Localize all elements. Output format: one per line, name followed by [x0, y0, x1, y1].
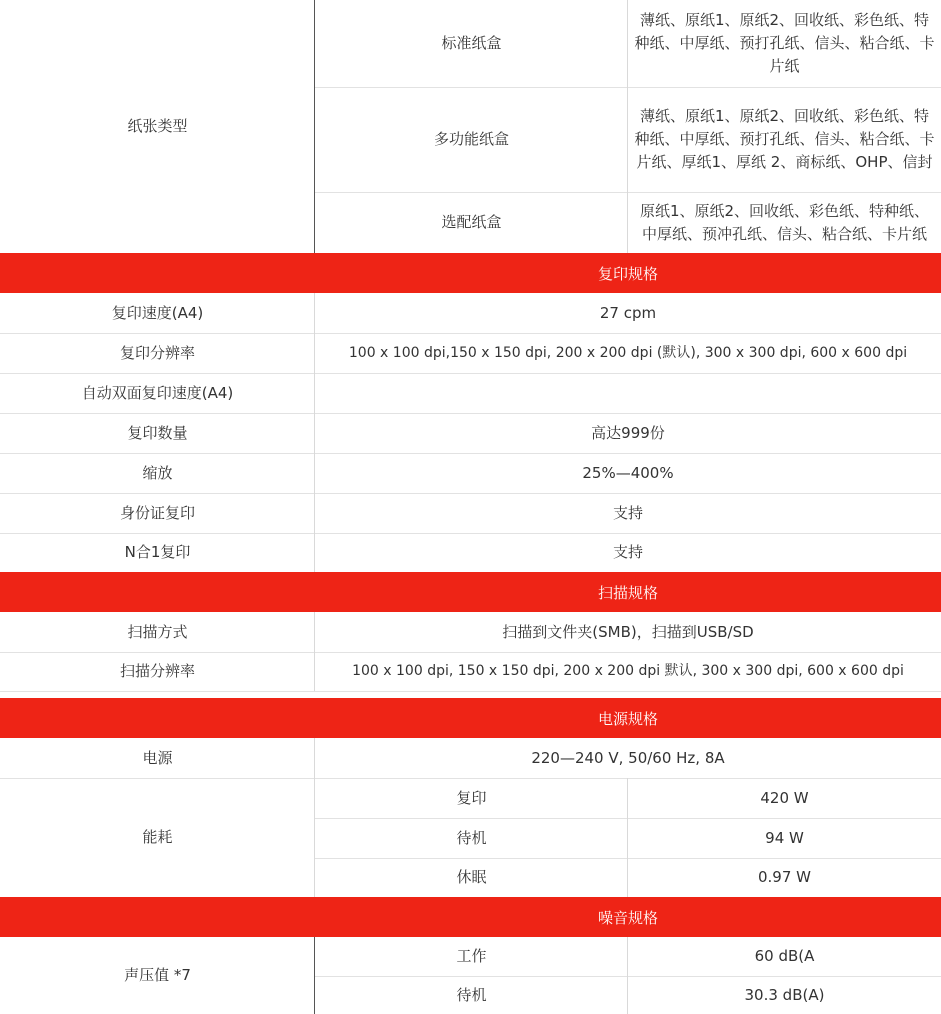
id-copy-label: 身份证复印 [0, 493, 315, 533]
copy-quantity-label: 复印数量 [0, 413, 315, 453]
scan-resolution-label: 扫描分辨率 [0, 652, 315, 691]
copy-speed-value: 27 cpm [315, 293, 941, 333]
grid-line [315, 87, 941, 88]
duplex-speed-value [315, 373, 941, 413]
scan-method-value: 扫描到文件夹(SMB)，扫描到USB/SD [315, 612, 941, 652]
copy-resolution-label: 复印分辨率 [0, 333, 315, 373]
grid-line [0, 333, 941, 334]
consumption-copy-value: 420 W [628, 778, 941, 818]
grid-line [627, 937, 628, 1014]
grid-line [0, 691, 941, 692]
copy-resolution-value: 100 x 100 dpi,150 x 150 dpi, 200 x 200 dpi (默认), 300 x 300 dpi, 600 x 600 dpi [315, 333, 941, 373]
grid-line [315, 858, 941, 859]
copy-spec-header: 复印规格 [0, 253, 941, 293]
noise-working-mode: 工作 [315, 937, 628, 976]
copy-quantity-value: 高达999份 [315, 413, 941, 453]
n-in-1-value: 支持 [315, 533, 941, 572]
power-supply-value: 220—240 V, 50/60 Hz, 8A [315, 738, 941, 778]
grid-line [0, 533, 941, 534]
grid-line [314, 293, 315, 572]
scan-spec-header: 扫描规格 [0, 572, 941, 612]
tray-multipurpose-types: 薄纸、原纸1、原纸2、回收纸、彩色纸、特种纸、中厚纸、预打孔纸、信头、粘合纸、卡片纸、厚纸1、厚纸 2、商标纸、OHP、信封 [628, 87, 941, 192]
grid-line [314, 738, 315, 897]
power-supply-label: 电源 [0, 738, 315, 778]
grid-line [315, 192, 941, 193]
copy-speed-label: 复印速度(A4) [0, 293, 315, 333]
sound-pressure-label: 声压值 *7 [0, 937, 315, 1014]
tray-standard: 标准纸盒 [315, 0, 628, 87]
id-copy-value: 支持 [315, 493, 941, 533]
scan-method-label: 扫描方式 [0, 612, 315, 652]
paper-type-label: 纸张类型 [0, 0, 315, 253]
grid-line [0, 778, 941, 779]
grid-line [0, 413, 941, 414]
grid-line [315, 818, 941, 819]
scan-resolution-value: 100 x 100 dpi, 150 x 150 dpi, 200 x 200 dpi 默认, 300 x 300 dpi, 600 x 600 dpi [315, 652, 941, 691]
grid-divider [314, 0, 315, 253]
power-consumption-label: 能耗 [0, 778, 315, 897]
zoom-label: 缩放 [0, 453, 315, 493]
consumption-sleep-value: 0.97 W [628, 858, 941, 897]
grid-line [627, 0, 628, 253]
zoom-value: 25%—400% [315, 453, 941, 493]
tray-standard-types: 薄纸、原纸1、原纸2、回收纸、彩色纸、特种纸、中厚纸、预打孔纸、信头、粘合纸、卡片纸 [628, 0, 941, 87]
duplex-speed-label: 自动双面复印速度(A4) [0, 373, 315, 413]
noise-standby-mode: 待机 [315, 976, 628, 1014]
grid-line [0, 453, 941, 454]
grid-line [315, 976, 941, 977]
n-in-1-label: N合1复印 [0, 533, 315, 572]
noise-working-value: 60 dB(A [628, 937, 941, 976]
grid-line [0, 493, 941, 494]
consumption-standby-value: 94 W [628, 818, 941, 858]
tray-multipurpose: 多功能纸盒 [315, 87, 628, 192]
power-spec-header: 电源规格 [0, 698, 941, 738]
grid-line [627, 778, 628, 897]
grid-line [0, 373, 941, 374]
consumption-standby-mode: 待机 [315, 818, 628, 858]
noise-spec-header: 噪音规格 [0, 897, 941, 937]
grid-line [314, 612, 315, 691]
consumption-copy-mode: 复印 [315, 778, 628, 818]
tray-optional: 选配纸盒 [315, 192, 628, 253]
tray-optional-types: 原纸1、原纸2、回收纸、彩色纸、特种纸、中厚纸、预冲孔纸、信头、粘合纸、卡片纸 [628, 192, 941, 253]
grid-divider [314, 937, 315, 1014]
noise-standby-value: 30.3 dB(A) [628, 976, 941, 1014]
grid-line [0, 652, 941, 653]
consumption-sleep-mode: 休眠 [315, 858, 628, 897]
